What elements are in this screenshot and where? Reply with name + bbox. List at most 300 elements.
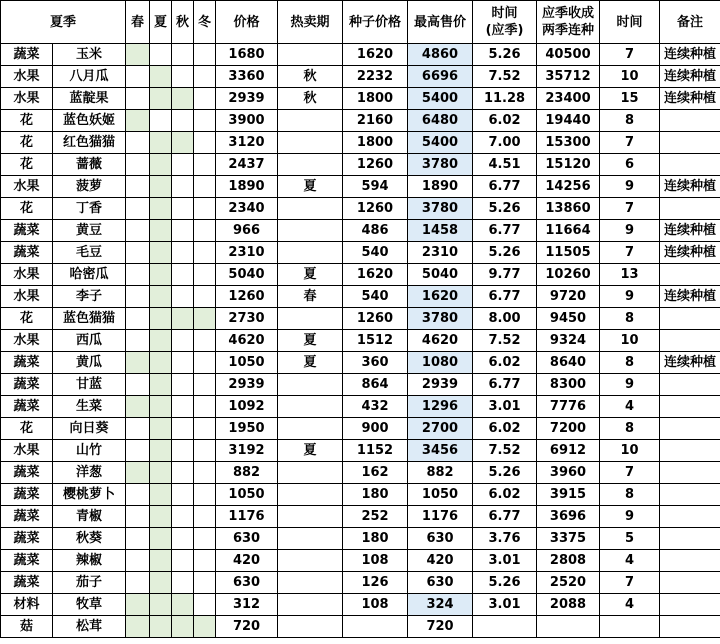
category-cell: 水果 — [1, 264, 53, 286]
seed-price-cell: 1800 — [343, 88, 408, 110]
harvest-cell: 3915 — [537, 484, 600, 506]
header-hot-period: 热卖期 — [278, 1, 343, 44]
time-cell: 10 — [600, 330, 660, 352]
category-cell: 蔬菜 — [1, 396, 53, 418]
season-winter-cell — [194, 286, 216, 308]
max-price-cell: 882 — [408, 462, 473, 484]
seed-price-cell: 360 — [343, 352, 408, 374]
category-cell: 花 — [1, 308, 53, 330]
season-autumn-cell — [172, 484, 194, 506]
time-cell: 7 — [600, 44, 660, 66]
harvest-cell: 7776 — [537, 396, 600, 418]
hot-period-cell: 夏 — [278, 264, 343, 286]
header-harvest-line2: 两季连种 — [542, 23, 595, 38]
price-cell: 3900 — [216, 110, 278, 132]
hot-period-cell — [278, 198, 343, 220]
time-cell: 7 — [600, 572, 660, 594]
crop-name-cell: 蔷薇 — [53, 154, 126, 176]
category-cell: 蔬菜 — [1, 242, 53, 264]
category-cell: 水果 — [1, 286, 53, 308]
max-price-cell: 720 — [408, 616, 473, 638]
max-price-cell: 1050 — [408, 484, 473, 506]
seed-price-cell: 1512 — [343, 330, 408, 352]
season-summer-cell — [150, 484, 172, 506]
table-row — [1, 132, 720, 154]
time-cell: 4 — [600, 594, 660, 616]
crop-name-cell: 生菜 — [53, 396, 126, 418]
max-price-cell: 3780 — [408, 198, 473, 220]
season-autumn-cell — [172, 66, 194, 88]
note-cell — [660, 330, 720, 352]
season-autumn-cell — [172, 198, 194, 220]
harvest-cell: 8640 — [537, 352, 600, 374]
time-cell: 4 — [600, 550, 660, 572]
max-price-cell: 5400 — [408, 132, 473, 154]
max-price-cell: 3780 — [408, 308, 473, 330]
season-autumn-cell — [172, 220, 194, 242]
note-cell — [660, 110, 720, 132]
crop-name-cell: 菠萝 — [53, 176, 126, 198]
max-price-cell: 2939 — [408, 374, 473, 396]
season-winter-cell — [194, 220, 216, 242]
harvest-cell: 11664 — [537, 220, 600, 242]
header-seed-price: 种子价格 — [343, 1, 408, 44]
header-winter: 冬 — [194, 1, 216, 44]
time-season-cell: 6.77 — [473, 506, 537, 528]
price-cell: 2340 — [216, 198, 278, 220]
harvest-cell: 40500 — [537, 44, 600, 66]
crop-name-cell: 毛豆 — [53, 242, 126, 264]
header-time-season-line1: 时间 — [491, 6, 518, 21]
harvest-cell: 35712 — [537, 66, 600, 88]
season-autumn-cell — [172, 418, 194, 440]
price-cell: 1050 — [216, 352, 278, 374]
season-spring-cell — [126, 440, 150, 462]
season-autumn-cell — [172, 330, 194, 352]
table-row — [1, 330, 720, 352]
max-price-cell: 1890 — [408, 176, 473, 198]
note-cell — [660, 506, 720, 528]
note-cell: 连续种植 — [660, 66, 720, 88]
seed-price-cell: 2160 — [343, 110, 408, 132]
season-summer-cell — [150, 418, 172, 440]
table-row — [1, 88, 720, 110]
category-cell: 蔬菜 — [1, 462, 53, 484]
seed-price-cell: 252 — [343, 506, 408, 528]
season-spring-cell — [126, 418, 150, 440]
table-row — [1, 506, 720, 528]
max-price-cell: 630 — [408, 572, 473, 594]
note-cell — [660, 440, 720, 462]
category-cell: 蔬菜 — [1, 550, 53, 572]
hot-period-cell: 夏 — [278, 440, 343, 462]
hot-period-cell — [278, 154, 343, 176]
crop-name-cell: 西瓜 — [53, 330, 126, 352]
seed-price-cell: 1620 — [343, 44, 408, 66]
harvest-cell: 8300 — [537, 374, 600, 396]
max-price-cell: 2310 — [408, 242, 473, 264]
crop-name-cell: 蓝色妖姬 — [53, 110, 126, 132]
crop-name-cell: 玉米 — [53, 44, 126, 66]
time-season-cell: 6.02 — [473, 484, 537, 506]
max-price-cell: 3456 — [408, 440, 473, 462]
harvest-cell: 11505 — [537, 242, 600, 264]
note-cell — [660, 462, 720, 484]
header-max-price: 最高售价 — [408, 1, 473, 44]
seed-price-cell: 540 — [343, 242, 408, 264]
time-season-cell: 7.52 — [473, 66, 537, 88]
time-season-cell: 3.01 — [473, 550, 537, 572]
season-winter-cell — [194, 462, 216, 484]
price-cell: 3192 — [216, 440, 278, 462]
header-note: 备注 — [660, 1, 720, 44]
max-price-cell: 420 — [408, 550, 473, 572]
season-spring-cell — [126, 484, 150, 506]
season-autumn-cell — [172, 572, 194, 594]
seed-price-cell: 126 — [343, 572, 408, 594]
time-cell: 9 — [600, 220, 660, 242]
hot-period-cell: 夏 — [278, 176, 343, 198]
crop-name-cell: 辣椒 — [53, 550, 126, 572]
time-cell: 5 — [600, 528, 660, 550]
seed-price-cell: 162 — [343, 462, 408, 484]
table-row — [1, 220, 720, 242]
max-price-cell: 6696 — [408, 66, 473, 88]
season-winter-cell — [194, 330, 216, 352]
time-season-cell: 3.01 — [473, 396, 537, 418]
seed-price-cell: 1260 — [343, 198, 408, 220]
season-spring-cell — [126, 528, 150, 550]
max-price-cell: 324 — [408, 594, 473, 616]
table-row — [1, 440, 720, 462]
table-row — [1, 264, 720, 286]
season-summer-cell — [150, 88, 172, 110]
hot-period-cell — [278, 506, 343, 528]
crop-name-cell: 向日葵 — [53, 418, 126, 440]
time-cell: 10 — [600, 440, 660, 462]
seed-price-cell: 108 — [343, 594, 408, 616]
price-cell: 966 — [216, 220, 278, 242]
price-cell: 882 — [216, 462, 278, 484]
season-winter-cell — [194, 154, 216, 176]
time-cell: 8 — [600, 352, 660, 374]
time-cell: 6 — [600, 154, 660, 176]
max-price-cell: 3780 — [408, 154, 473, 176]
hot-period-cell: 夏 — [278, 330, 343, 352]
season-winter-cell — [194, 440, 216, 462]
harvest-cell — [537, 616, 600, 638]
harvest-cell: 3696 — [537, 506, 600, 528]
note-cell: 连续种植 — [660, 176, 720, 198]
seed-price-cell: 900 — [343, 418, 408, 440]
category-cell: 花 — [1, 198, 53, 220]
table-row — [1, 154, 720, 176]
season-winter-cell — [194, 572, 216, 594]
crop-name-cell: 青椒 — [53, 506, 126, 528]
season-autumn-cell — [172, 506, 194, 528]
price-cell: 2730 — [216, 308, 278, 330]
note-cell — [660, 594, 720, 616]
max-price-cell: 1296 — [408, 396, 473, 418]
category-cell: 菇 — [1, 616, 53, 638]
harvest-cell: 3375 — [537, 528, 600, 550]
time-cell: 7 — [600, 132, 660, 154]
max-price-cell: 630 — [408, 528, 473, 550]
season-winter-cell — [194, 44, 216, 66]
price-cell: 1050 — [216, 484, 278, 506]
price-cell: 1950 — [216, 418, 278, 440]
season-spring-cell — [126, 374, 150, 396]
season-winter-cell — [194, 616, 216, 638]
hot-period-cell — [278, 594, 343, 616]
season-summer-cell — [150, 462, 172, 484]
season-summer-cell — [150, 506, 172, 528]
seed-price-cell: 180 — [343, 528, 408, 550]
time-cell: 8 — [600, 484, 660, 506]
time-season-cell: 6.77 — [473, 220, 537, 242]
category-cell: 蔬菜 — [1, 528, 53, 550]
note-cell — [660, 572, 720, 594]
note-cell — [660, 616, 720, 638]
harvest-cell: 10260 — [537, 264, 600, 286]
crop-name-cell: 牧草 — [53, 594, 126, 616]
header-autumn: 秋 — [172, 1, 194, 44]
season-spring-cell — [126, 572, 150, 594]
price-cell: 630 — [216, 528, 278, 550]
header-spring: 春 — [126, 1, 150, 44]
header-price: 价格 — [216, 1, 278, 44]
category-cell: 水果 — [1, 330, 53, 352]
category-cell: 水果 — [1, 88, 53, 110]
crop-name-cell: 山竹 — [53, 440, 126, 462]
season-spring-cell — [126, 110, 150, 132]
note-cell — [660, 418, 720, 440]
note-cell: 连续种植 — [660, 352, 720, 374]
price-cell: 3360 — [216, 66, 278, 88]
crop-name-cell: 樱桃萝卜 — [53, 484, 126, 506]
harvest-cell: 3960 — [537, 462, 600, 484]
hot-period-cell — [278, 374, 343, 396]
time-season-cell: 6.02 — [473, 110, 537, 132]
time-season-cell: 6.77 — [473, 286, 537, 308]
hot-period-cell — [278, 44, 343, 66]
time-season-cell: 5.26 — [473, 462, 537, 484]
seed-price-cell: 594 — [343, 176, 408, 198]
season-autumn-cell — [172, 550, 194, 572]
price-cell: 2437 — [216, 154, 278, 176]
season-autumn-cell — [172, 264, 194, 286]
note-cell: 连续种植 — [660, 286, 720, 308]
seed-price-cell: 180 — [343, 484, 408, 506]
harvest-cell: 14256 — [537, 176, 600, 198]
price-cell: 2939 — [216, 88, 278, 110]
time-season-cell: 5.26 — [473, 44, 537, 66]
table-row — [1, 616, 720, 638]
seed-price-cell: 1260 — [343, 154, 408, 176]
season-winter-cell — [194, 88, 216, 110]
season-spring-cell — [126, 462, 150, 484]
season-summer-cell — [150, 132, 172, 154]
time-season-cell — [473, 616, 537, 638]
season-autumn-cell — [172, 286, 194, 308]
season-summer-cell — [150, 330, 172, 352]
season-autumn-cell — [172, 154, 194, 176]
harvest-cell: 9720 — [537, 286, 600, 308]
table-row — [1, 44, 720, 66]
table-row — [1, 176, 720, 198]
season-autumn-cell — [172, 132, 194, 154]
category-cell: 蔬菜 — [1, 484, 53, 506]
harvest-cell: 15120 — [537, 154, 600, 176]
crop-name-cell: 茄子 — [53, 572, 126, 594]
season-spring-cell — [126, 308, 150, 330]
season-spring-cell — [126, 242, 150, 264]
seed-price-cell: 108 — [343, 550, 408, 572]
price-cell: 3120 — [216, 132, 278, 154]
harvest-cell: 6912 — [537, 440, 600, 462]
price-cell: 720 — [216, 616, 278, 638]
season-spring-cell — [126, 550, 150, 572]
note-cell — [660, 154, 720, 176]
time-cell — [600, 616, 660, 638]
seed-price-cell: 540 — [343, 286, 408, 308]
price-cell: 2310 — [216, 242, 278, 264]
time-cell: 7 — [600, 242, 660, 264]
season-winter-cell — [194, 396, 216, 418]
time-season-cell: 6.02 — [473, 418, 537, 440]
crop-name-cell: 李子 — [53, 286, 126, 308]
season-autumn-cell — [172, 352, 194, 374]
category-cell: 蔬菜 — [1, 374, 53, 396]
season-autumn-cell — [172, 462, 194, 484]
table-row — [1, 396, 720, 418]
category-cell: 材料 — [1, 594, 53, 616]
season-autumn-cell — [172, 308, 194, 330]
max-price-cell: 1080 — [408, 352, 473, 374]
time-cell: 7 — [600, 198, 660, 220]
time-season-cell: 9.77 — [473, 264, 537, 286]
season-spring-cell — [126, 286, 150, 308]
harvest-cell: 19440 — [537, 110, 600, 132]
season-spring-cell — [126, 66, 150, 88]
season-winter-cell — [194, 198, 216, 220]
season-winter-cell — [194, 132, 216, 154]
note-cell — [660, 374, 720, 396]
harvest-cell: 2088 — [537, 594, 600, 616]
table-body — [1, 44, 720, 638]
table-row — [1, 66, 720, 88]
max-price-cell: 2700 — [408, 418, 473, 440]
season-summer-cell — [150, 374, 172, 396]
season-summer-cell — [150, 286, 172, 308]
max-price-cell: 4860 — [408, 44, 473, 66]
price-cell: 630 — [216, 572, 278, 594]
price-cell: 2939 — [216, 374, 278, 396]
season-summer-cell — [150, 264, 172, 286]
season-summer-cell — [150, 198, 172, 220]
hot-period-cell — [278, 132, 343, 154]
harvest-cell: 15300 — [537, 132, 600, 154]
hot-period-cell — [278, 484, 343, 506]
crop-name-cell: 黄豆 — [53, 220, 126, 242]
season-autumn-cell — [172, 176, 194, 198]
season-summer-cell — [150, 242, 172, 264]
hot-period-cell — [278, 308, 343, 330]
time-season-cell: 6.02 — [473, 352, 537, 374]
seed-price-cell: 1620 — [343, 264, 408, 286]
season-winter-cell — [194, 528, 216, 550]
seed-price-cell: 2232 — [343, 66, 408, 88]
season-summer-cell — [150, 44, 172, 66]
time-cell: 9 — [600, 374, 660, 396]
season-autumn-cell — [172, 616, 194, 638]
season-winter-cell — [194, 374, 216, 396]
crop-name-cell: 蓝靛果 — [53, 88, 126, 110]
hot-period-cell — [278, 418, 343, 440]
header-season: 夏季 — [1, 1, 126, 44]
max-price-cell: 1620 — [408, 286, 473, 308]
max-price-cell: 4620 — [408, 330, 473, 352]
hot-period-cell — [278, 242, 343, 264]
season-autumn-cell — [172, 110, 194, 132]
season-summer-cell — [150, 220, 172, 242]
table-row — [1, 198, 720, 220]
price-cell: 1890 — [216, 176, 278, 198]
price-cell: 420 — [216, 550, 278, 572]
harvest-cell: 9324 — [537, 330, 600, 352]
season-autumn-cell — [172, 396, 194, 418]
seed-price-cell — [343, 616, 408, 638]
season-summer-cell — [150, 550, 172, 572]
season-spring-cell — [126, 220, 150, 242]
season-summer-cell — [150, 396, 172, 418]
header-summer: 夏 — [150, 1, 172, 44]
time-cell: 10 — [600, 66, 660, 88]
time-cell: 13 — [600, 264, 660, 286]
table-row — [1, 242, 720, 264]
category-cell: 花 — [1, 154, 53, 176]
note-cell — [660, 198, 720, 220]
time-cell: 4 — [600, 396, 660, 418]
hot-period-cell — [278, 396, 343, 418]
crop-name-cell: 黄瓜 — [53, 352, 126, 374]
crop-name-cell: 蓝色猫猫 — [53, 308, 126, 330]
season-autumn-cell — [172, 242, 194, 264]
table-row — [1, 594, 720, 616]
note-cell — [660, 308, 720, 330]
time-season-cell: 7.52 — [473, 330, 537, 352]
category-cell: 水果 — [1, 440, 53, 462]
season-spring-cell — [126, 44, 150, 66]
season-autumn-cell — [172, 594, 194, 616]
price-cell: 1260 — [216, 286, 278, 308]
time-season-cell: 5.26 — [473, 242, 537, 264]
price-cell: 312 — [216, 594, 278, 616]
season-winter-cell — [194, 594, 216, 616]
table-row — [1, 462, 720, 484]
table-row — [1, 308, 720, 330]
season-spring-cell — [126, 396, 150, 418]
table-row — [1, 484, 720, 506]
time-cell: 9 — [600, 506, 660, 528]
time-cell: 8 — [600, 308, 660, 330]
season-summer-cell — [150, 352, 172, 374]
category-cell: 花 — [1, 132, 53, 154]
season-autumn-cell — [172, 44, 194, 66]
season-winter-cell — [194, 176, 216, 198]
note-cell: 连续种植 — [660, 44, 720, 66]
category-cell: 水果 — [1, 66, 53, 88]
